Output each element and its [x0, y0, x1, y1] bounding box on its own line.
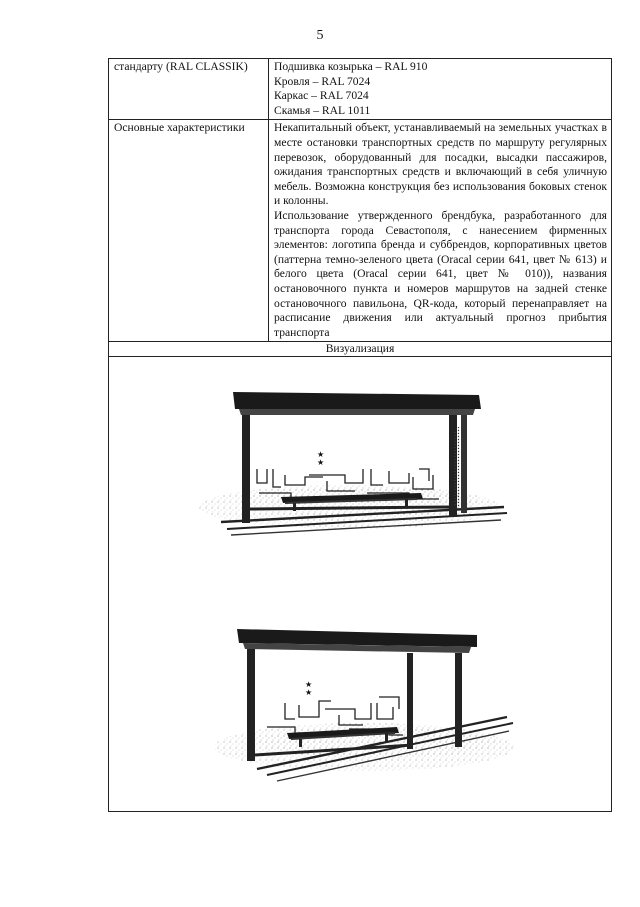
row-label-characteristics: Основные характеристики	[109, 120, 269, 342]
svg-text:★: ★	[317, 450, 325, 460]
page-number: 5	[316, 28, 324, 43]
color-soffit: Подшивка козырька – RAL 910	[274, 60, 428, 73]
row-value-characteristics	[269, 120, 612, 342]
table-row-visualization	[109, 357, 612, 812]
row-value-colors	[269, 59, 612, 120]
characteristics-paragraph-1: Некапитальный объект, устанавливаемый на земельных участках в месте остановки транспортных средств по маршруту регулярных перевозок, оборудованный для посадки, высадки пассажиров, ожидания транспортных средств и включающий в себя уличную мебель. Возможна конструкция без использования боковых стенок и колонны.	[274, 121, 607, 208]
svg-text:★: ★	[305, 688, 313, 698]
table-row-characteristics	[109, 120, 612, 342]
characteristics-paragraph-2: Использование утвержденного брендбука, разработанного для транспорта города Севастополя, с нанесением фирменных элементов: логотипа бренда и суббрендов, корпоративных цветов (паттерна темно-зеленого цвета (Oracal серии 641, цвет № 613) и белого цвета (Oracal серии 641, цвет № 010)), названия остановочного пункта и номеров маршрутов на задней стенке остановочного павильона, QR-кода, который перенаправляет на расписание движения или актуальный прогноз прибытия транспорта	[274, 208, 607, 339]
table-row-visualization-header	[109, 342, 612, 357]
row-label-standard: стандарту (RAL CLASSIK)	[109, 59, 269, 120]
color-frame: Каркас – RAL 7024	[274, 89, 369, 103]
svg-text:★: ★	[305, 680, 313, 690]
visualization-header: Визуализация	[109, 342, 612, 357]
color-bench: Скамья – RAL 1011	[274, 103, 371, 117]
color-roof: Кровля – RAL 7024	[274, 74, 371, 88]
visualization-cell	[109, 357, 612, 812]
svg-text:★: ★	[317, 458, 325, 468]
visualization-drawings	[109, 357, 611, 811]
pavilion-image-with-side-walls	[199, 392, 507, 535]
specification-table	[108, 58, 612, 812]
pavilion-image-with-column	[214, 629, 514, 781]
table-row-colors	[109, 59, 612, 120]
